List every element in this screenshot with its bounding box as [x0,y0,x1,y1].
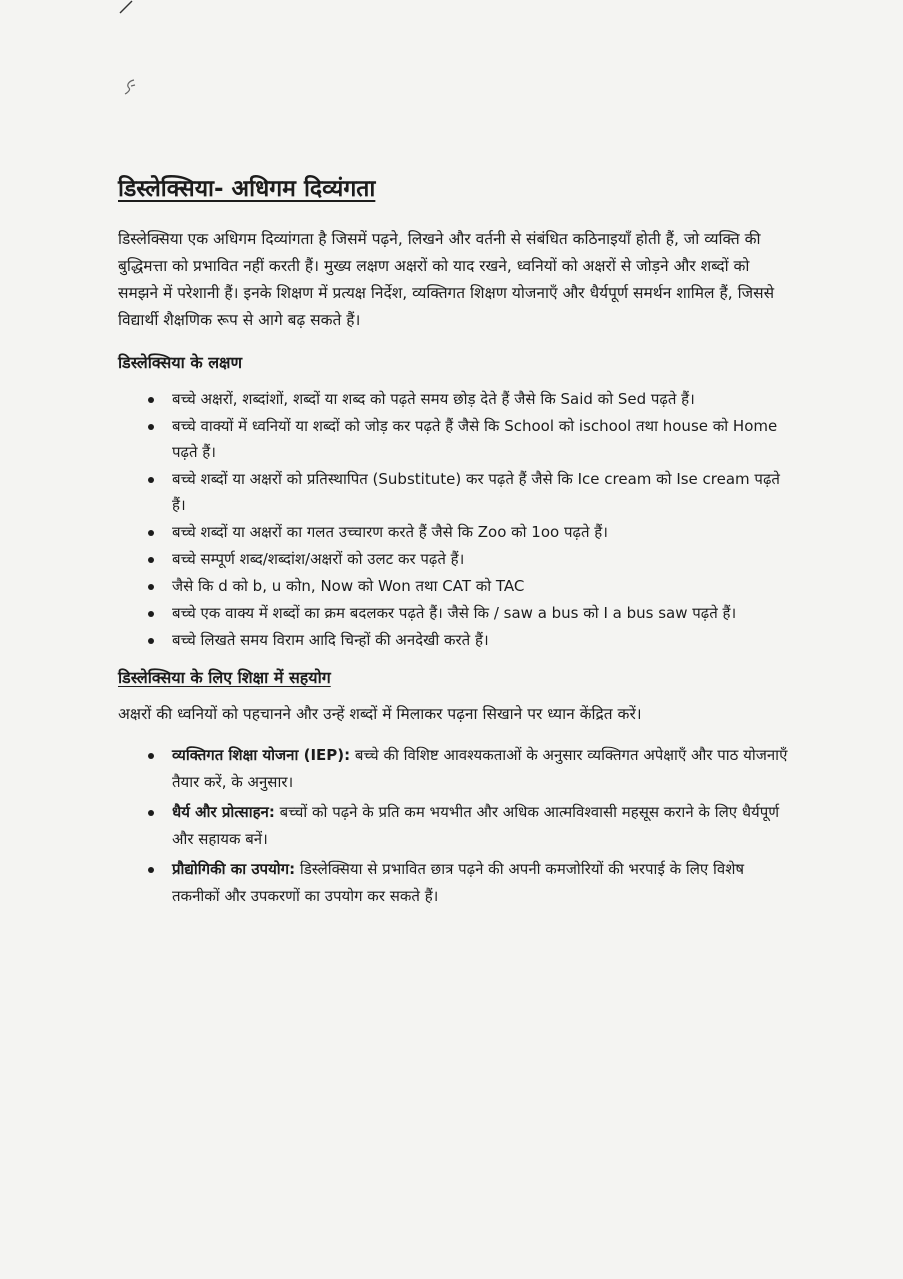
list-item: बच्चे लिखते समय विराम आदि चिन्हों की अनदेखी करते हैं। [118,627,793,653]
bullet-icon [148,753,154,759]
list-item: बच्चे वाक्यों में ध्वनियों या शब्दों को जोड़ कर पढ़ते हैं जैसे कि School को ischool तथा house को Home पढ़ते हैं। [118,413,793,465]
list-item: बच्चे शब्दों या अक्षरों का गलत उच्चारण करते हैं जैसे कि Zoo को 1oo पढ़ते हैं। [118,519,793,545]
support-term: प्रौद्योगिकी का उपयोग: [172,860,296,878]
bullet-icon [148,638,154,644]
list-item: बच्चे शब्दों या अक्षरों को प्रतिस्थापित (Substitute) कर पढ़ते हैं जैसे कि Ice cream को Ise cream पढ़ते हैं। [118,466,793,518]
bullet-icon [148,424,154,430]
support-text: बच्चे की विशिष्ट आवश्यकताओं के अनुसार व्यक्तिगत अपेक्षाएँ और पाठ योजनाएँ तैयार करें, के अनुसार। [172,746,788,791]
list-item: बच्चे सम्पूर्ण शब्द/शब्दांश/अक्षरों को उलट कर पढ़ते हैं। [118,546,793,572]
list-item: जैसे कि d को b, u कोn, Now को Won तथा CAT को TAC [118,573,793,599]
bullet-icon [148,611,154,617]
support-heading: डिस्लेक्सिया के लिए शिक्षा में सहयोग [118,668,331,687]
symptoms-list [118,386,793,653]
list-item: बच्चे एक वाक्य में शब्दों का क्रम बदलकर पढ़ते हैं। जैसे कि / saw a bus को I a bus saw पढ़ते हैं। [118,600,793,626]
document-body [118,172,793,922]
bullet-icon [148,397,154,403]
ink-scribble-mark [120,76,144,98]
list-item: बच्चे अक्षरों, शब्दांशों, शब्दों या शब्द को पढ़ते समय छोड़ देते हैं जैसे कि Said को Sed पढ़ते हैं। [118,386,793,412]
list-item [118,799,793,853]
bullet-icon [148,477,154,483]
bullet-icon [148,867,154,873]
support-text: डिस्लेक्सिया से प्रभावित छात्र पढ़ने की अपनी कमजोरियों की भरपाई के लिए विशेष तकनीकों और उपकरणों का उपयोग कर सकते हैं। [172,860,745,905]
bullet-icon [148,584,154,590]
support-intro: अक्षरों की ध्वनियों को पहचानने और उन्हें शब्दों में मिलाकर पढ़ना सिखाने पर ध्यान केंद्रित करें। [118,705,642,723]
list-item [118,856,793,910]
pen-stroke-mark [118,0,134,14]
symptoms-heading: डिस्लेक्सिया के लक्षण [118,353,243,372]
support-list [118,742,793,910]
bullet-icon [148,557,154,563]
bullet-icon [148,530,154,536]
support-term: धैर्य और प्रोत्साहन: [172,803,275,821]
support-term: व्यक्तिगत शिक्षा योजना (IEP): [172,746,351,764]
intro-paragraph: डिस्लेक्सिया एक अधिगम दिव्यांगता है जिसमें पढ़ने, लिखने और वर्तनी से संबंधित कठिनाइयाँ होती हैं, जो व्यक्ति की बुद्धिमत्ता को प्रभावित नहीं करती हैं। मुख्य लक्षण अक्षरों को याद रखने, ध्वनियों को अक्षरों से जोड़ने और शब्दों को समझने में परेशानी हैं। इनके शिक्षण में प्रत्यक्ष निर्देश, व्यक्तिगत शिक्षण योजनाएँ और धैर्यपूर्ण समर्थन शामिल हैं, जिससे विद्यार्थी शैक्षणिक रूप से आगे बढ़ सकते हैं। [118,230,775,329]
document-title: डिस्लेक्सिया- अधिगम दिव्यंगता [118,176,376,202]
support-text: बच्चों को पढ़ने के प्रति कम भयभीत और अधिक आत्मविश्वासी महसूस कराने के लिए धैर्यपूर्ण और सहायक बनें। [172,803,780,848]
bullet-icon [148,810,154,816]
list-item [118,742,793,796]
